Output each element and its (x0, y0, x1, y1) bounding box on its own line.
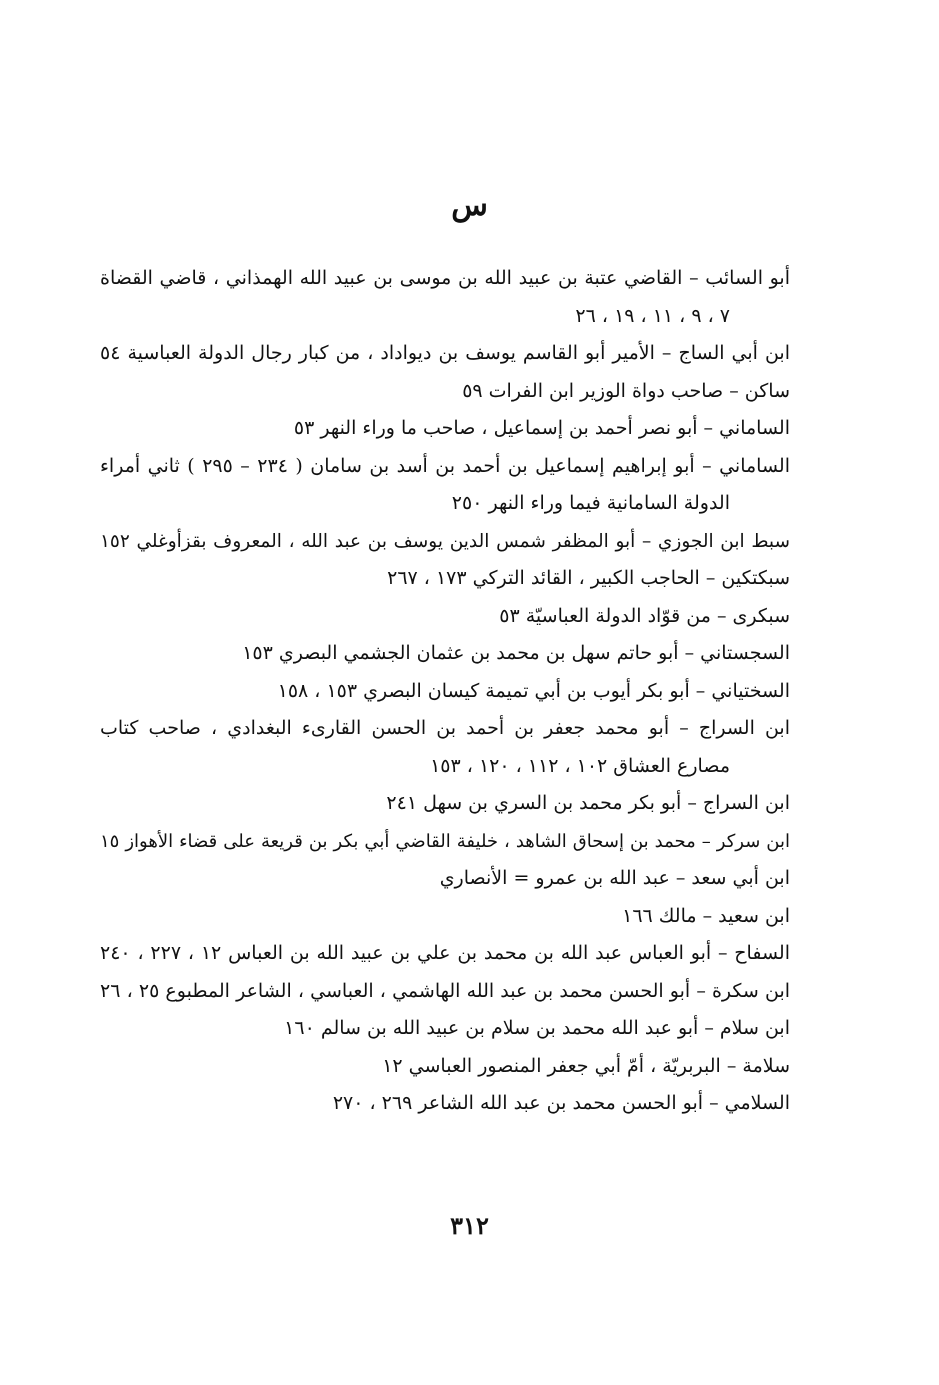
entry-line: الساماني – أبو إبراهيم إسماعيل بن أحمد بن أسد بن سامان ( ٢٣٤ – ٢٩٥ ) ثاني أمراء (100, 454, 790, 477)
index-entry (100, 260, 790, 335)
index-entry (100, 973, 790, 1011)
entry-line: سلامة – البربريّة ، أمّ أبي جعفر المنصور العباسي ١٢ (382, 1054, 790, 1077)
index-entry (100, 1048, 790, 1086)
entry-line: ساكن – صاحب دواة الوزير ابن الفرات ٥٩ (462, 379, 790, 402)
entry-line: ابن سكرة – أبو الحسن محمد بن عبد الله الهاشمي ، العباسي ، الشاعر المطبوع ٢٥ ، ٢٦ (100, 979, 791, 1002)
index-entry (100, 373, 790, 411)
entry-line: سبط ابن الجوزي – أبو المظفر شمس الدين يوسف بن عبد الله ، المعروف بقزأوغلي ١٥٢ (100, 530, 790, 552)
entry-line: ابن السراج – أبو محمد جعفر بن أحمد بن الحسن القارىء البغدادي ، صاحب كتاب (100, 717, 790, 739)
index-entry (100, 410, 790, 448)
index-entry (100, 898, 790, 936)
index-entry (100, 673, 790, 711)
entry-line: الساماني – أبو نصر أحمد بن إسماعيل ، صاحب ما وراء النهر ٥٣ (293, 417, 790, 439)
index-entry (100, 635, 790, 673)
index-entry (100, 598, 790, 636)
entry-line: السلامي – أبو الحسن محمد بن عبد الله الشاعر ٢٦٩ ، ٢٧٠ (332, 1092, 790, 1114)
index-entry (100, 335, 790, 373)
entry-continuation: ٧ ، ٩ ، ١١ ، ١٩ ، ٢٦ (575, 304, 730, 327)
index-entry (100, 560, 790, 598)
entry-line: أبو السائب – القاضي عتبة بن عبيد الله بن موسى بن عبيد الله الهمذاني ، قاضي القضاة (100, 267, 790, 289)
page-number: ٣١٢ (450, 1211, 489, 1240)
entry-line: السفاح – أبو العباس عبد الله بن محمد بن علي بن عبيد الله بن العباس ١٢ ، ٢٢٧ ، ٢٤٠ (100, 942, 790, 964)
entry-line: ابن السراج – أبو بكر محمد بن السري بن سهل ٢٤١ (386, 792, 790, 814)
entry-continuation: مصارع العشاق ١٠٢ ، ١١٢ ، ١٢٠ ، ١٥٣ (430, 754, 730, 777)
index-entry (100, 1085, 790, 1123)
index-entry (100, 1010, 790, 1048)
index-entry (100, 448, 790, 523)
section-letter-heading: س (451, 188, 488, 223)
entry-line: ابن أبي الساج – الأمير أبو القاسم يوسف بن ديواداد ، من كبار رجال الدولة العباسية ٥٤ (100, 342, 790, 364)
entry-continuation: الدولة السامانية فيما وراء النهر ٢٥٠ (451, 492, 730, 514)
entry-line: ابن سلام – أبو عبد الله محمد بن سلام بن عبيد الله بن سالم ١٦٠ (284, 1017, 790, 1039)
index-entry (100, 823, 790, 861)
index-entry (100, 860, 790, 898)
entry-line: ابن سركر – محمد بن إسحاق الشاهد ، خليفة القاضي أبي بكر بن قريعة على قضاء الأهواز ١٥ (100, 830, 790, 852)
index-entry (100, 523, 790, 561)
entry-line: سبكتكين – الحاجب الكبير ، القائد التركي ١٧٣ ، ٢٦٧ (387, 567, 790, 589)
entry-line: السجستاني – أبو حاتم سهل بن محمد بن عثمان الجشمي البصري ١٥٣ (242, 642, 790, 664)
entry-line: ابن أبي سعد – عبد الله بن عمرو = الأنصاري (439, 867, 790, 889)
index-entries (100, 260, 790, 1123)
index-entry (100, 710, 790, 785)
entry-line: سبكرى – من قوّاد الدولة العباسيّة ٥٣ (499, 604, 790, 627)
entry-line: السختياني – أبو بكر أيوب بن أبي تميمة كيسان البصري ١٥٣ ، ١٥٨ (277, 679, 790, 702)
entry-line: ابن سعيد – مالك ١٦٦ (622, 904, 790, 927)
index-entry (100, 935, 790, 973)
index-entry (100, 785, 790, 823)
